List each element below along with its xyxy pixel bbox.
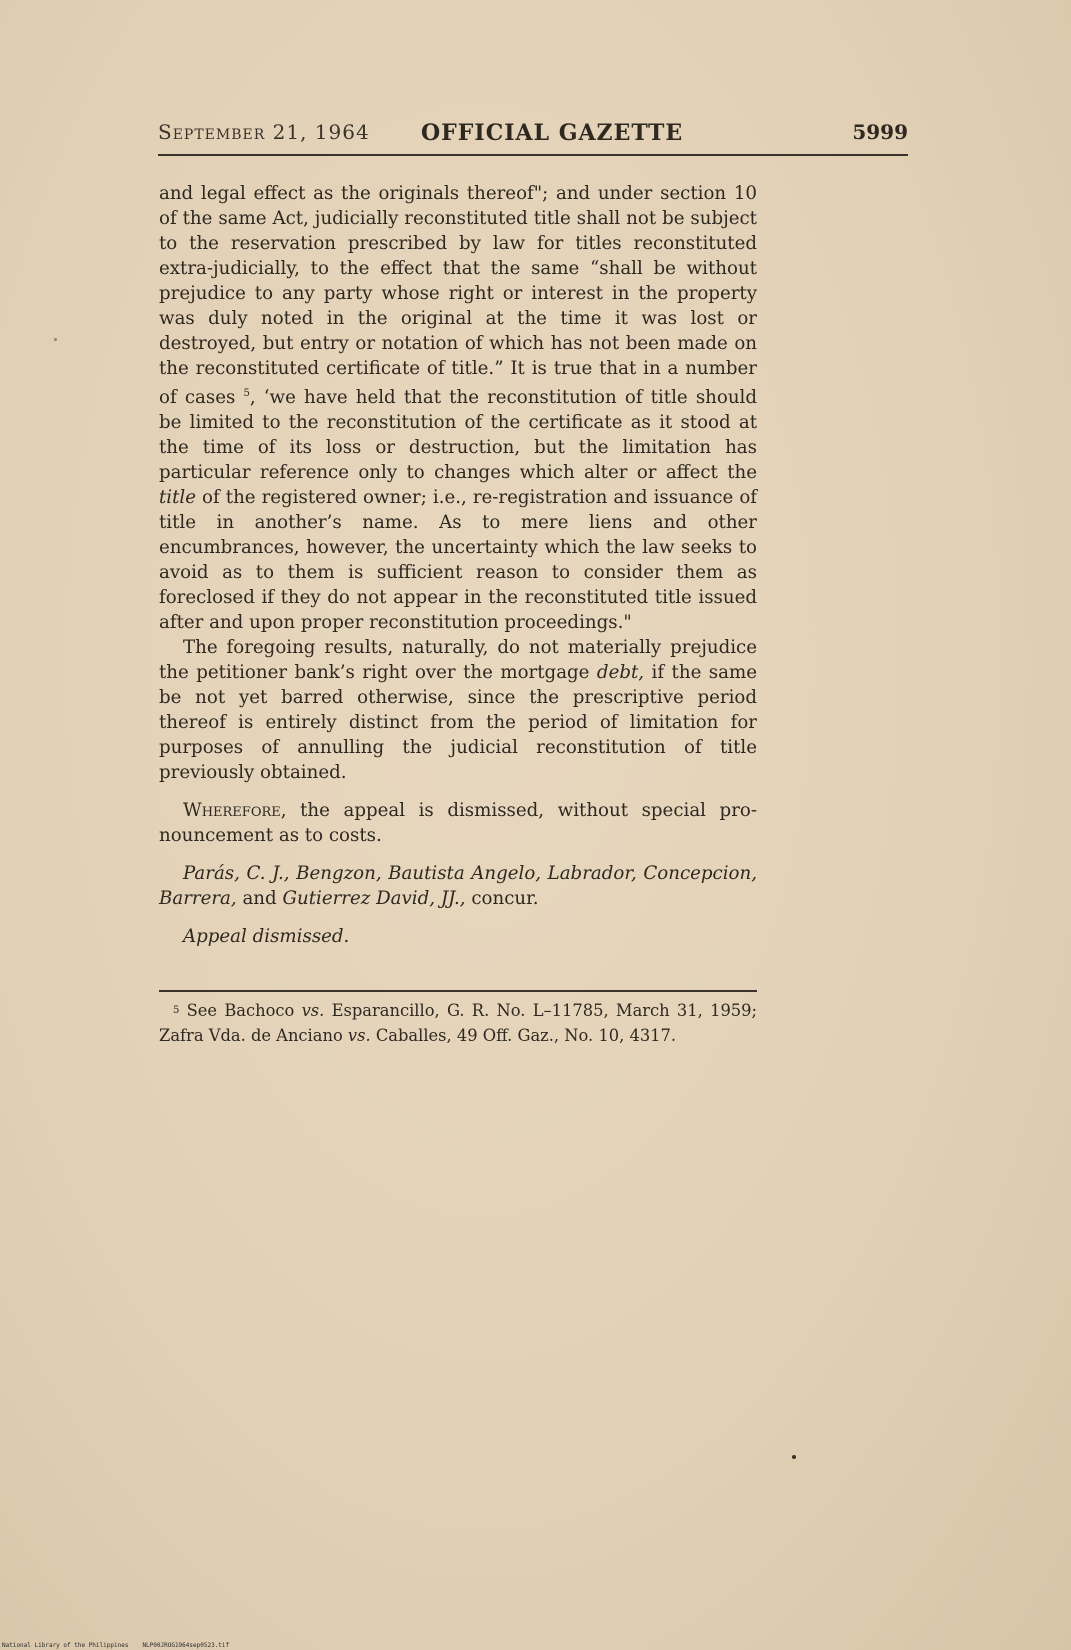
footnote-text-b: Esparancillo, G. R. No. L–11785, March 31, 1959; Zafra Vda. de Anciano [159,1001,758,1045]
header-date: September 21, 1964 [158,120,370,144]
wherefore-smallcaps: Wherefore [183,800,281,822]
scan-library: National Library of the Philippines [2,1642,129,1649]
paragraph-2 [159,635,757,785]
footnote-reference: 5 [243,388,250,399]
scan-credit-line [2,1641,402,1650]
footnote-text-c: Caballes, 49 Off. Gaz., No. 10, 4317. [370,1026,677,1045]
p2-text-b: if the same be not yet barred otherwise, since the prescriptive period thereof is entirely distinct from the period of limitation for purposes of annulling the judicial reconstitution of title previously obtained. [159,662,757,784]
footnote [159,998,757,1048]
paragraph-concurrence [159,861,757,911]
header-page-number: 5999 [852,120,908,144]
scan-speck [792,1455,796,1459]
p3-text: , the appeal is dismissed, without special pronouncement as to costs. [159,800,757,847]
footnote-vs-1: vs. [301,1001,325,1020]
justices-names-2: Gutierrez David, JJ., [282,888,466,910]
paragraph-disposition [159,924,757,949]
p4-and: and [236,888,283,910]
scan-filename: NLP00JROG1964sep0523.tif [142,1642,230,1649]
paragraph-1 [159,181,757,635]
justices-names-1: Parás, C. J., Bengzon, Bautista Angelo, Labrador, Concepcion, Barrera, [159,863,757,910]
p2-emphasis: debt, [596,662,645,684]
footnote-text-a: See Bachoco [179,1001,302,1020]
p1-text-a: and legal effect as the originals thereof"; and under section 10 of the same Act, judicially reconstituted title shall not be subject to the reservation prescribed by law for titles reconstituted extra-judicially, to the effect that the same “shall be without prejudice to any party whose right or interest in the property was duly noted in the original at the time it was lost or destroyed, but entry or notation of which has not been made on the reconstituted certificate of title.” It is true that in a number of cases [159,183,757,409]
p1-emphasis: title [159,487,197,509]
p2-text-a: The foregoing results, naturally, do not materially prejudice the petitioner bank’s right over the mortgage [159,637,757,684]
p1-text-b: , ‘we have held that the reconstitution of title should be limited to the reconstitution of the certificate as it stood at the time of its loss or destruction, but the limitation has particular reference only to changes which alter or affect the [159,387,757,484]
appeal-dismissed: Appeal dismissed. [183,926,350,948]
footnote-vs-2: vs. [347,1026,371,1045]
body-text [159,181,757,949]
p4-concur: concur. [465,888,539,910]
footnote-rule [159,990,757,992]
running-header [158,120,908,156]
header-publication-title: OFFICIAL GAZETTE [421,120,684,146]
footnote-mark: 5 [173,1005,180,1016]
p1-text-c: of the registered owner; i.e., re-registration and issuance of title in another’s name. As to mere liens and other encumbrances, however, the uncertainty which the law seeks to avoid as to them is sufficient reason to consider them as foreclosed if they do not appear in the reconstituted title issued after and upon proper reconstitution proceedings." [159,487,757,634]
paragraph-wherefore [159,798,757,848]
scan-speck [54,338,57,341]
